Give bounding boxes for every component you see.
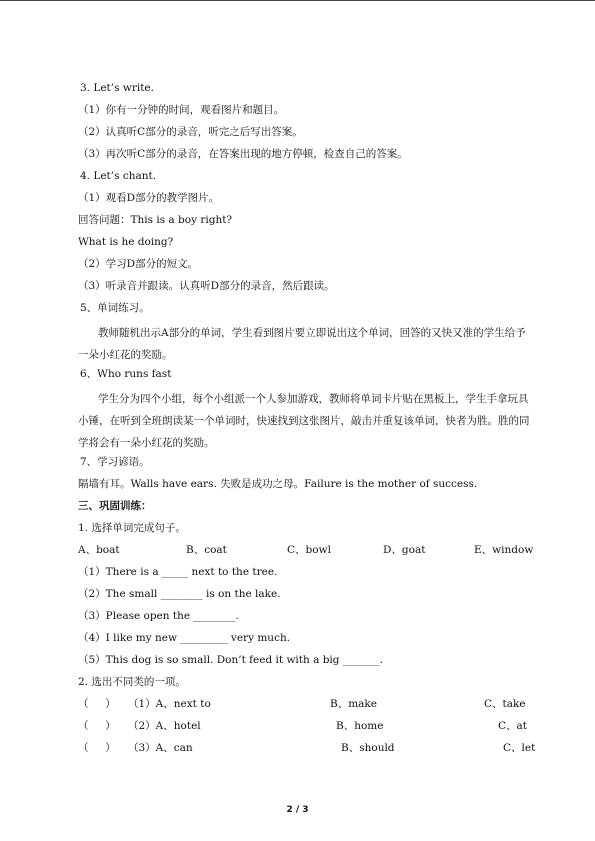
section-7-body: 隔墙有耳。Walls have ears. 失败是成功之母。Failure is the mother of success. <box>78 478 478 490</box>
exercise-2-title: 2. 选出不同类的一项。 <box>78 676 186 688</box>
part-3-title: 三、巩固训练： <box>78 500 152 512</box>
section-6-title: 6、Who runs fast <box>80 368 172 380</box>
section-3-item-3: （3）再次听C部分的录音，在答案出现的地方停顿，检查自己的答案。 <box>78 148 408 160</box>
answer-paren-2: （ ） <box>78 720 116 732</box>
page-top-rule <box>0 0 595 1</box>
exercise-2-row-3-option-b: B、should <box>341 742 395 754</box>
exercise-1-sentence-3: （3）Please open the ________. <box>78 610 239 622</box>
exercise-2-row-2-option-c: C、at <box>498 720 528 732</box>
section-4-title: 4. Let’s chant. <box>80 170 157 182</box>
section-3-item-1: （1）你有一分钟的时间，观看图片和题目。 <box>78 104 285 116</box>
exercise-1-sentence-5: （5）This dog is so small. Don’t feed it with a big _______. <box>78 654 383 666</box>
section-5-body: 教师随机出示A部分的单词，学生看到图片要立即说出这个单词，回答的又快又准的学生给予一朵小红花的奖励。 <box>78 327 526 361</box>
exercise-2-row-2-option-b: B、home <box>336 720 384 732</box>
exercise-1-sentence-4: （4）I like my new _________ very much. <box>78 632 291 644</box>
section-4-question-2: What is he doing? <box>78 236 174 248</box>
section-5-title: 5、单词练习。 <box>80 302 150 314</box>
answer-paren-1: （ ） <box>78 698 116 710</box>
section-4-question-1: 回答问题：This is a boy right? <box>78 214 233 226</box>
word-option-a: A、boat <box>78 544 120 556</box>
section-7-title: 7、学习谚语。 <box>80 456 150 468</box>
section-4-item-3: （3）听录音并跟读。认真听D部分的录音，然后跟读。 <box>78 280 335 292</box>
exercise-1-sentence-1: （1）There is a _____ next to the tree. <box>78 566 278 578</box>
word-option-e: E、window <box>474 544 534 556</box>
exercise-2-row-3-option-c: C、let <box>503 742 536 754</box>
section-3-title: 3. Let’s write. <box>80 82 154 94</box>
word-option-b: B、coat <box>186 544 227 556</box>
page-number: 2 / 3 <box>286 805 309 815</box>
section-4-item-1: （1）观看D部分的教学图片。 <box>78 192 220 204</box>
exercise-2-row-2-option-a: （2）A、hotel <box>128 720 201 732</box>
exercise-2-row-1-option-a: （1）A、next to <box>128 698 211 710</box>
section-3-item-2: （2）认真听C部分的录音，听完之后写出答案。 <box>78 126 303 138</box>
exercise-2-row-1-option-b: B、make <box>330 698 378 710</box>
exercise-2-row-1-option-c: C、take <box>484 698 526 710</box>
section-4-item-2: （2）学习D部分的短文。 <box>78 258 199 270</box>
exercise-1-sentence-2: （2）The small ________ is on the lake. <box>78 588 281 600</box>
word-option-d: D、goat <box>383 544 426 556</box>
exercise-2-row-3-option-a: （3）A、can <box>128 742 193 754</box>
answer-paren-3: （ ） <box>78 742 116 754</box>
section-6-body: 学生分为四个小组，每个小组派一个人参加游戏，教师将单词卡片贴在黑板上，学生手拿玩具小锤，在听到全班朗读某一个单词时，快速找到这张图片，敲击并重复该单词，快者为胜。胜的同学将会有一朵小红花的奖励。 <box>78 393 530 449</box>
exercise-1-title: 1. 选择单词完成句子。 <box>78 522 186 534</box>
word-option-c: C、bowl <box>287 544 331 556</box>
